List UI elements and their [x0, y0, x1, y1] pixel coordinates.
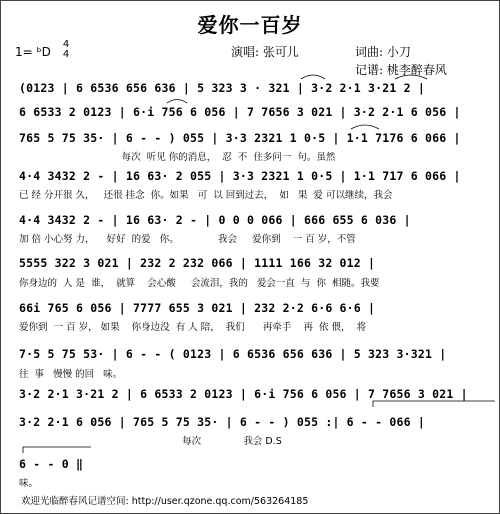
volta-bracket: [23, 447, 91, 453]
slur-mark: [351, 125, 379, 129]
lyric-row: 已 经 分开很 久， 还很 挂念 你。如果 可 以 回到过去， 如 果 爱 可以继续，我会: [19, 190, 393, 200]
slur-mark: [395, 75, 427, 79]
time-denominator: 4: [62, 49, 70, 60]
singer-credit: 演唱: 张可儿: [231, 45, 299, 59]
lyric-row: 每次 听见 你的消息， 忍 不 住多问一 句。虽然: [19, 152, 336, 162]
composer-credit: 词曲: 小刀: [355, 45, 411, 59]
notation-row: 3·2 2·1 3·21 2 | 6 6533 2 0123 | 6·i 756 6 056 | 7 7656 3 021 |: [19, 387, 468, 401]
notation-row: 5555 322 3 021 | 232 2 232 066 | 1111 166 32 012 |: [19, 256, 376, 270]
volta-bracket: [373, 401, 495, 407]
notation-decorations: [1, 1, 499, 513]
notation-row: 4·4 3432 2 - | 16 63· 2 055 | 3·3 2321 1 0·5 | 1·1 717 6 066 |: [19, 169, 461, 183]
time-numerator: 4: [62, 39, 70, 50]
lyric-row: 爱你到 一 百 岁， 如果 你身边没 有 人 陪， 我们 再牵手 再 依 偎， 将: [19, 322, 367, 332]
lyric-row: 味。: [19, 478, 39, 488]
lyric-row: 你身边的 人 是 谁， 就算 会心酸 会流泪，我的 爱会一直 与 你 相随。我要: [19, 278, 380, 288]
transcriber-credit: 记谱: 桃李醉春风: [355, 63, 447, 77]
key-signature: 1= ᵇD: [15, 45, 51, 59]
slur-mark: [301, 75, 325, 79]
lyric-row: 加 倍 小心努 力， 好好 的爱 你。 我会 爱你到 一 百 岁，不管: [19, 234, 356, 244]
notation-row: 6 - - 0 ‖: [19, 457, 84, 471]
lyric-row: 每次 我会 D.S: [19, 436, 282, 446]
notation-row: 3·2 2·1 6 056 | 765 5 75 35· | 6 - - ) 055 :| 6 - - 066 |: [19, 415, 426, 429]
notation-row: (0123 | 6 6536 656 636 | 5 323 3 · 321 | 3·2 2·1 3·21 2 |: [19, 81, 426, 95]
notation-row: 4·4 3432 2 - | 16 63· 2 - | 0 0 0 066 | 666 655 6 036 |: [19, 213, 411, 227]
lyric-row: 往 事 慢慢 的回 味。: [19, 369, 123, 379]
notation-row: 66i 765 6 056 | 7777 655 3 021 | 232 2·2 6·6 6·6 |: [19, 301, 376, 315]
notation-row: 765 5 75 35· | 6 - - ) 055 | 3·3 2321 1 0·5 | 1·1 7176 6 066 |: [19, 131, 461, 145]
footer-credit: 欢迎光临醉春风记谱空间: http://user.qzone.qq.com/563264185: [21, 496, 309, 507]
slur-mark: [167, 100, 187, 104]
notation-row: 6 6533 2 0123 | 6·i 756 6 056 | 7 7656 3 021 | 3·2 2·1 6 056 |: [19, 105, 461, 119]
song-title: 爱你一百岁: [197, 13, 303, 37]
notation-row: 7·5 5 75 53· | 6 - - ( 0123 | 6 6536 656 636 | 5 323 3·321 |: [19, 347, 447, 361]
